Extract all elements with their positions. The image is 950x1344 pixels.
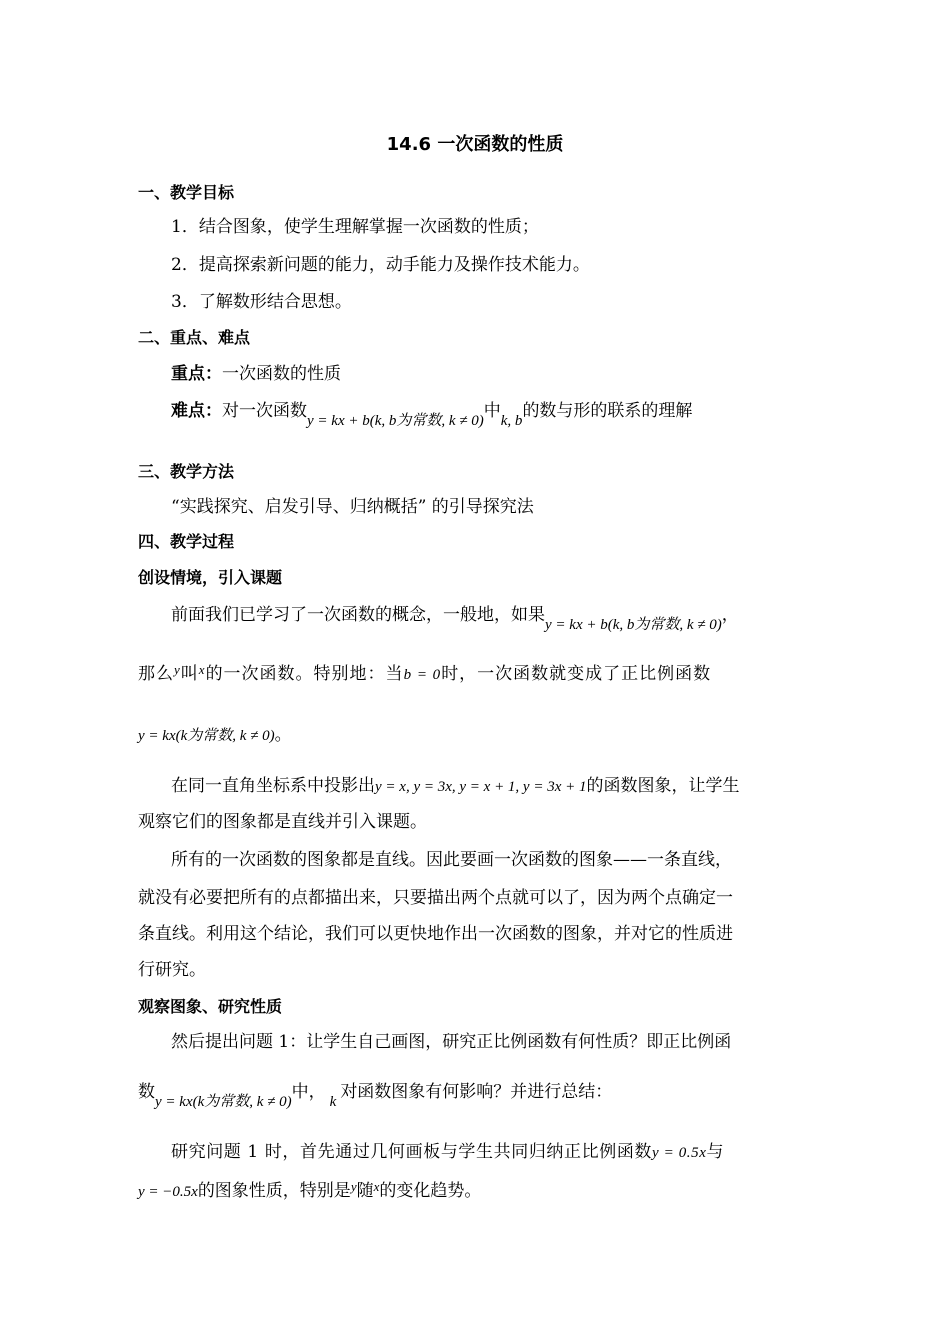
- difficulty-text: 对一次函数: [222, 401, 307, 421]
- formula-y-0.5x: y = 0.5x: [652, 1145, 707, 1161]
- text-span: 与: [706, 1142, 725, 1162]
- paragraph-line: [138, 1179, 481, 1204]
- page-title: 14.6 一次函数的性质: [386, 134, 564, 155]
- paragraph-line: [171, 1140, 724, 1165]
- text-span: 的变化趋势。: [379, 1181, 482, 1201]
- paragraph-line: [171, 774, 740, 799]
- variable-y: y: [350, 1179, 357, 1194]
- objective-item: 2．提高探索新问题的能力，动手能力及操作技术能力。: [171, 255, 590, 275]
- proportional-function-formula: y = kx(k为常数, k ≠ 0): [138, 728, 275, 744]
- text-span: 随: [356, 1181, 374, 1201]
- text-span: 数: [138, 1082, 155, 1102]
- key-point-line: [171, 362, 341, 386]
- paragraph-line: [138, 1080, 613, 1110]
- section-heading-method: 三、教学方法: [138, 462, 235, 481]
- paragraph-line: 然后提出问题 1：让学生自己画图，研究正比例函数有何性质？即正比例函: [171, 1032, 732, 1052]
- text-span: 时，一次函数就变成了正比例函数: [441, 664, 712, 684]
- key-text: 一次函数的性质: [222, 364, 341, 384]
- variable-x: x: [198, 662, 206, 677]
- kb-variables: k, b: [500, 413, 523, 429]
- difficulty-line: [171, 399, 693, 429]
- variable-x: x: [373, 1179, 380, 1194]
- text-span: 的一次函数。特别地：当: [205, 664, 404, 684]
- variable-k: k: [329, 1094, 337, 1110]
- variable-y: y: [174, 662, 181, 677]
- linear-function-formula: y = kx + b(k, b为常数, k ≠ 0): [545, 617, 722, 633]
- paragraph-line: 条直线。利用这个结论，我们可以更快地作出一次函数的图象，并对它的性质进: [138, 924, 733, 944]
- paragraph-line: 所有的一次函数的图象都是直线。因此要画一次函数的图象——一条直线，: [171, 850, 732, 870]
- paragraph-line: [138, 662, 711, 687]
- text-span: ，: [721, 605, 739, 625]
- linear-function-formula: y = kx + b(k, b为常数, k ≠ 0): [307, 413, 484, 429]
- difficulty-label: 难点：: [171, 401, 222, 421]
- text-span: 。: [274, 725, 292, 745]
- text-span: 在同一直角坐标系中投影出: [171, 776, 375, 796]
- difficulty-text: 的数与形的联系的理解: [522, 401, 693, 421]
- section-heading-key-points: 二、重点、难点: [138, 328, 251, 347]
- proportional-function-formula: y = kx(k为常数, k ≠ 0): [155, 1094, 292, 1110]
- text-span: 前面我们已学习了一次函数的概念，一般地，如果: [171, 605, 545, 625]
- objective-item: 3．了解数形结合思想。: [171, 292, 352, 312]
- text-span: 中，: [291, 1082, 326, 1102]
- paragraph-line: [138, 723, 292, 748]
- formula-y-neg-0.5x: y = −0.5x: [138, 1184, 198, 1200]
- paragraph-line: [171, 603, 739, 633]
- text-span: 的函数图象，让学生: [586, 776, 740, 796]
- objective-item: 1．结合图象，使学生理解掌握一次函数的性质；: [171, 217, 539, 237]
- paragraph-line: 行研究。: [138, 960, 206, 980]
- text-span: 研究问题 1 时，首先通过几何画板与学生共同归纳正比例函数: [171, 1142, 653, 1162]
- subheading-observe: 观察图象、研究性质: [138, 997, 283, 1016]
- b-equals-zero: b = 0: [403, 667, 442, 683]
- difficulty-text: 中: [483, 401, 501, 421]
- text-span: 的图象性质，特别是: [197, 1181, 351, 1201]
- section-heading-process: 四、教学过程: [138, 532, 235, 551]
- text-span: 那么: [138, 664, 174, 684]
- functions-list-formula: y = x, y = 3x, y = x + 1, y = 3x + 1: [375, 779, 587, 795]
- section-heading-objectives: 一、教学目标: [138, 183, 235, 202]
- paragraph-line: 观察它们的图象都是直线并引入课题。: [138, 812, 427, 832]
- text-span: 叫: [180, 664, 199, 684]
- key-label: 重点：: [171, 364, 222, 384]
- subheading-introduction: 创设情境，引入课题: [138, 568, 283, 587]
- text-span: 对函数图象有何影响？并进行总结：: [340, 1082, 613, 1102]
- paragraph-line: 就没有必要把所有的点都描出来，只要描出两个点就可以了，因为两个点确定一: [138, 888, 733, 908]
- method-text: “实践探究、启发引导、归纳概括” 的引导探究法: [171, 497, 534, 517]
